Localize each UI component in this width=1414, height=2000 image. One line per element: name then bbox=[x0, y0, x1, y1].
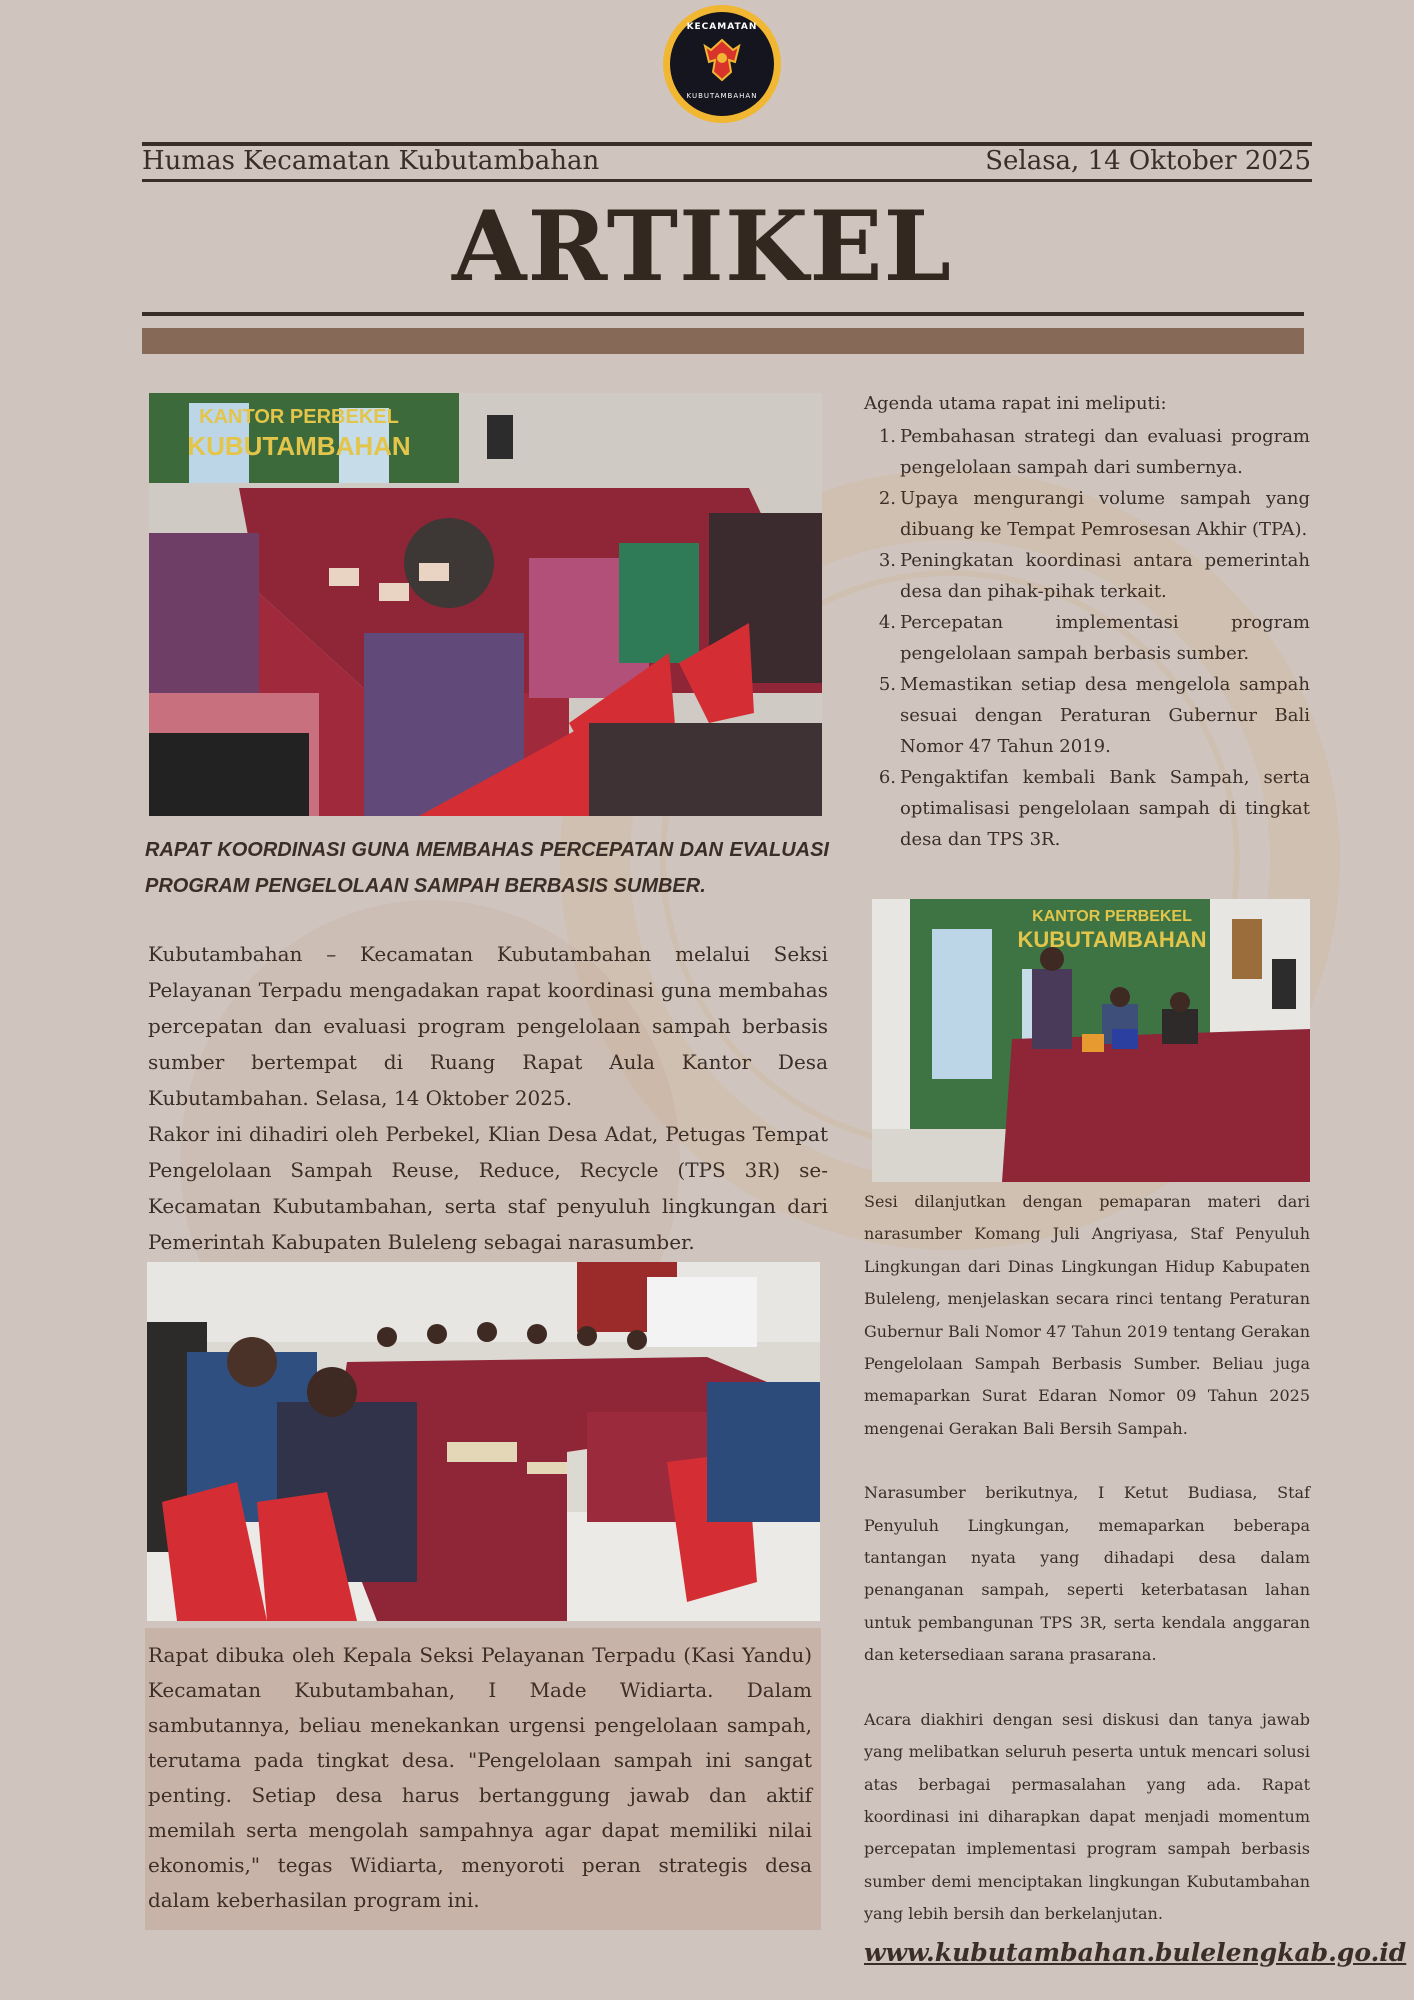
agenda-item-text: Upaya mengurangi volume sampah yang dibuang ke Tempat Pemrosesan Akhir (TPA). bbox=[900, 488, 1310, 540]
agenda-item bbox=[864, 669, 1310, 762]
agenda-item-text: Memastikan setiap desa mengelola sampah sesuai dengan Peraturan Gubernur Bali Nomor 47 Tahun 2019. bbox=[900, 674, 1310, 757]
article-paragraph-2: Rakor ini dihadiri oleh Perbekel, Klian Desa Adat, Petugas Tempat Pengelolaan Sampah Reuse, Reduce, Recycle (TPS 3R) se-Kecamatan Kubutambahan, serta staf penyuluh lingkungan dari Pemerintah Kabupaten Buleleng sebagai narasumber. bbox=[148, 1122, 828, 1254]
agenda-list bbox=[864, 421, 1310, 855]
agenda-item bbox=[864, 762, 1310, 855]
accent-bar bbox=[142, 328, 1304, 354]
agenda-title: Agenda utama rapat ini meliputi: bbox=[864, 393, 1167, 414]
right-paragraph-2: Narasumber berikutnya, I Ketut Budiasa, Staf Penyuluh Lingkungan, memaparkan beberapa tantangan nyata yang dihadapi desa dalam penanganan sampah, seperti keterbatasan lahan untuk pembangunan TPS 3R, serta kendala anggaran dan ketersediaan sarana prasarana. bbox=[864, 1483, 1310, 1665]
right-paragraph-1: Sesi dilanjutkan dengan pemaparan materi dari narasumber Komang Juli Angriyasa, Staf Penyuluh Lingkungan dari Dinas Lingkungan Hidup Kabupaten Buleleng, menjelaskan secara rinci tentang Peraturan Gubernur Bali Nomor 47 Tahun 2019 tentang Gerakan Pengelolaan Sampah Berbasis Sumber. Beliau juga memaparkan Surat Edaran Nomor 09 Tahun 2025 mengenai Gerakan Bali Bersih Sampah. bbox=[864, 1192, 1310, 1438]
agenda-item bbox=[864, 545, 1310, 607]
photo3-banner-line2: KUBUTAMBAHAN bbox=[1017, 927, 1207, 952]
agenda-item-text: Percepatan implementasi program pengelolaan sampah berbasis sumber. bbox=[900, 612, 1310, 664]
agenda-item-number: 5. bbox=[878, 674, 896, 695]
right-paragraph-3: Acara diakhiri dengan sesi diskusi dan tanya jawab yang melibatkan seluruh peserta untuk mencari solusi atas berbagai permasalahan yang ada. Rapat koordinasi ini diharapkan dapat menjadi momentum percepatan implementasi program sampah berbasis sumber demi menciptakan lingkungan Kubutambahan yang lebih bersih dan berkelanjutan. bbox=[864, 1709, 1310, 1924]
page-title: ARTIKEL bbox=[451, 190, 953, 303]
article-paragraph-1: Kubutambahan – Kecamatan Kubutambahan melalui Seksi Pelayanan Terpadu mengadakan rapat koordinasi guna membahas percepatan dan evaluasi program pengelolaan sampah berbasis sumber bertempat di Ruang Rapat Aula Kantor Desa Kubutambahan. Selasa, 14 Oktober 2025. bbox=[148, 942, 828, 1110]
meeting-photo-2 bbox=[147, 1262, 820, 1621]
title-rule bbox=[142, 312, 1304, 316]
header-bottom-rule bbox=[142, 179, 1312, 182]
agenda-item-number: 6. bbox=[878, 767, 896, 788]
organization-name: Humas Kecamatan Kubutambahan bbox=[142, 146, 600, 176]
publish-date: Selasa, 14 Oktober 2025 bbox=[985, 146, 1311, 176]
meeting-photo-3 bbox=[872, 899, 1310, 1182]
agenda-item-text: Peningkatan koordinasi antara pemerintah desa dan pihak-pihak terkait. bbox=[900, 550, 1310, 602]
article-intro bbox=[148, 936, 828, 1260]
agenda-item bbox=[864, 421, 1310, 483]
right-column-body bbox=[864, 1186, 1310, 1963]
photo3-banner-line1: KANTOR PERBEKEL bbox=[1032, 908, 1192, 925]
photo1-banner-line2: KUBUTAMBAHAN bbox=[187, 431, 411, 461]
agenda-item-number: 3. bbox=[878, 550, 896, 571]
logo-top-text: KECAMATAN bbox=[686, 22, 758, 32]
agenda-item-text: Pengaktifan kembali Bank Sampah, serta optimalisasi pengelolaan sampah di tingkat desa dan TPS 3R. bbox=[900, 767, 1310, 850]
agenda-item bbox=[864, 483, 1310, 545]
agenda-item-text: Pembahasan strategi dan evaluasi program pengelolaan sampah dari sumbernya. bbox=[900, 426, 1310, 478]
agenda-item bbox=[864, 607, 1310, 669]
meeting-photo-1 bbox=[149, 393, 822, 816]
agenda-item-number: 4. bbox=[878, 612, 896, 633]
article-headline: RAPAT KOORDINASI GUNA MEMBAHAS PERCEPATAN DAN EVALUASI PROGRAM PENGELOLAAN SAMPAH BERBASIS SUMBER. bbox=[145, 839, 829, 897]
agenda-item-number: 1. bbox=[878, 426, 896, 447]
agenda-item-number: 2. bbox=[878, 488, 896, 509]
website-link[interactable]: www.kubutambahan.bulelengkab.go.id bbox=[864, 1938, 1407, 1967]
article-paragraph-3: Rapat dibuka oleh Kepala Seksi Pelayanan Terpadu (Kasi Yandu) Kecamatan Kubutambahan, I Made Widiarta. Dalam sambutannya, beliau menekankan urgensi pengelolaan sampah, terutama pada tingkat desa. "Pengelolaan sampah ini sangat penting. Setiap desa harus bertanggung jawab dan aktif memilah serta mengolah sampahnya agar dapat memiliki nilai ekonomis," tegas Widiarta, menyoroti peran strategis desa dalam keberhasilan program ini. bbox=[148, 1643, 812, 1912]
photo1-banner-line1: KANTOR PERBEKEL bbox=[199, 406, 399, 428]
logo-bottom-text: KUBUTAMBAHAN bbox=[686, 92, 758, 100]
garuda-emblem-icon bbox=[703, 38, 741, 82]
